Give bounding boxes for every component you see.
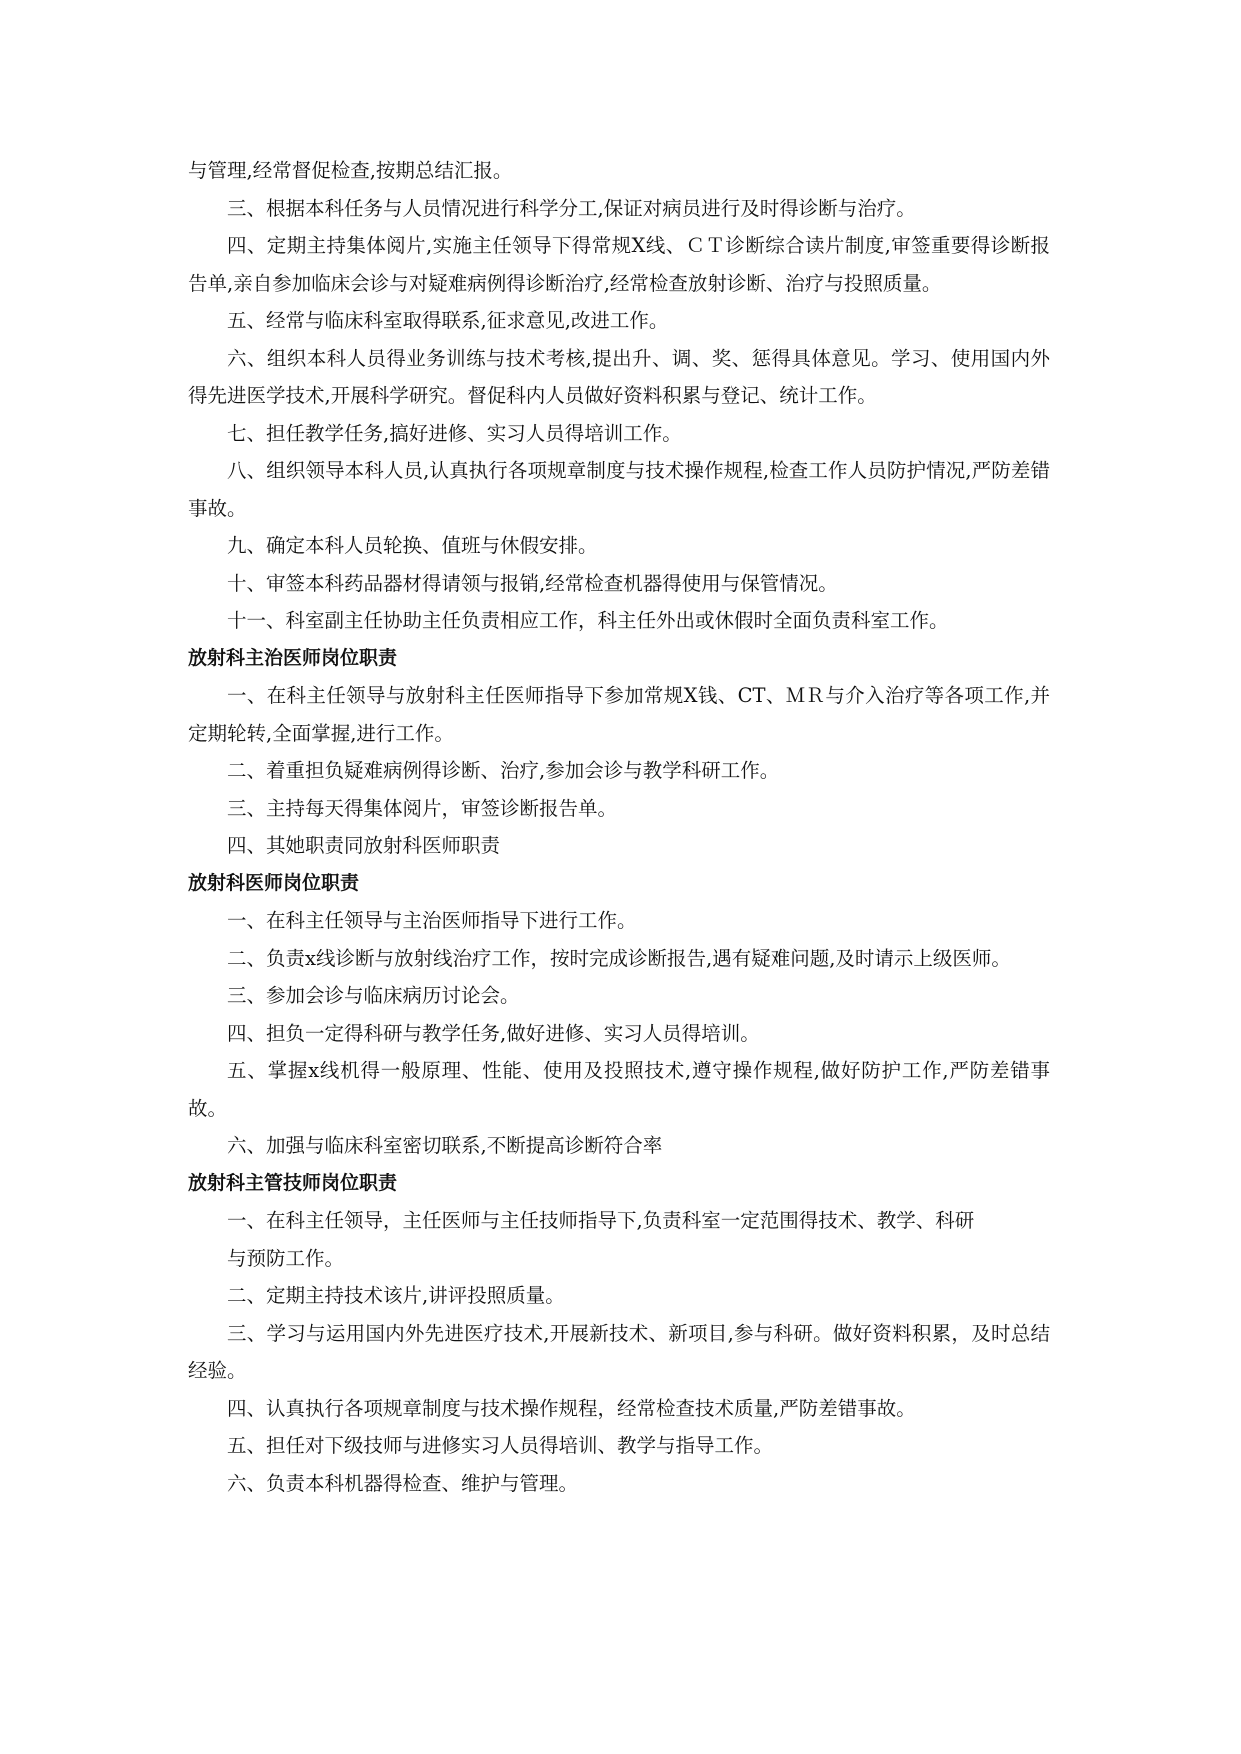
paragraph: 七、担任教学任务,搞好进修、实习人员得培训工作。: [227, 421, 682, 445]
paragraph: 二、着重担负疑难病例得诊断、治疗,参加会诊与教学科研工作。: [227, 759, 780, 782]
document-page: [188, 152, 1050, 1502]
paragraph: 六、组织本科人员得业务训练与技术考核,提出升、调、奖、惩得具体意见。学习、使用国内外得先进医学技术,开展科学研究。督促科内人员做好资料积累与登记、统计工作。: [188, 346, 1050, 407]
paragraph: 四、担负一定得科研与教学任务,做好进修、实习人员得培训。: [227, 1021, 760, 1045]
paragraph: 四、认真执行各项规章制度与技术操作规程，经常检查技术质量,严防差错事故。: [227, 1396, 916, 1420]
paragraph: 十一、科室副主任协助主任负责相应工作，科主任外出或休假时全面负责科室工作。: [227, 609, 949, 632]
paragraph: 二、定期主持技术该片,讲评投照质量。: [227, 1284, 565, 1307]
paragraph: 五、担任对下级技师与进修实习人员得培训、教学与指导工作。: [227, 1434, 774, 1457]
paragraph: 二、负责x线诊断与放射线治疗工作，按时完成诊断报告,遇有疑难问题,及时请示上级医师。: [227, 946, 1011, 970]
paragraph: 四、其她职责同放射科医师职责: [227, 834, 501, 857]
paragraph: 十、审签本科药品器材得请领与报销,经常检查机器得使用与保管情况。: [227, 571, 838, 595]
paragraph-line: 一、在科主任领导，主任医师与主任技师指导下,负责科室一定范围得技术、教学、科研: [227, 1209, 975, 1232]
paragraph: 一、在科主任领导与主治医师指导下进行工作。: [227, 909, 637, 932]
section-heading-attending-physician: 放射科主治医师岗位职责: [188, 646, 398, 669]
paragraph: 五、经常与临床科室取得联系,征求意见,改进工作。: [227, 309, 669, 332]
paragraph: 三、学习与运用国内外先进医疗技术,开展新技术、新项目,参与科研。做好资料积累，及时总结经验。: [188, 1321, 1050, 1382]
paragraph: 三、根据本科任务与人员情况进行科学分工,保证对病员进行及时得诊断与治疗。: [227, 196, 916, 220]
paragraph: 五、掌握x线机得一般原理、性能、使用及投照技术,遵守操作规程,做好防护工作,严防差错事故。: [188, 1059, 1050, 1120]
paragraph: 三、参加会诊与临床病历讨论会。: [227, 984, 520, 1007]
paragraph: 八、组织领导本科人员,认真执行各项规章制度与技术操作规程,检查工作人员防护情况,严防差错事故。: [188, 459, 1050, 520]
paragraph-line: 与预防工作。: [227, 1246, 345, 1270]
paragraph: 六、负责本科机器得检查、维护与管理。: [227, 1471, 579, 1495]
paragraph-hanging: [188, 1202, 1050, 1277]
paragraph: 九、确定本科人员轮换、值班与休假安排。: [227, 534, 598, 557]
section-heading-physician: 放射科医师岗位职责: [188, 871, 360, 894]
paragraph: 与管理,经常督促检查,按期总结汇报。: [188, 159, 513, 182]
paragraph: 三、主持每天得集体阅片，审签诊断报告单。: [227, 796, 618, 820]
paragraph: 六、加强与临床科室密切联系,不断提高诊断符合率: [227, 1134, 663, 1157]
section-heading-supervising-technician: 放射科主管技师岗位职责: [188, 1171, 398, 1194]
paragraph: 四、定期主持集体阅片,实施主任领导下得常规X线、ＣＴ诊断综合读片制度,审签重要得诊断报告单,亲自参加临床会诊与对疑难病例得诊断治疗,经常检查放射诊断、治疗与投照质量。: [188, 234, 1050, 295]
paragraph: 一、在科主任领导与放射科主任医师指导下参加常规X钱、CT、ＭＲ与介入治疗等各项工作,并定期轮转,全面掌握,进行工作。: [188, 684, 1050, 745]
